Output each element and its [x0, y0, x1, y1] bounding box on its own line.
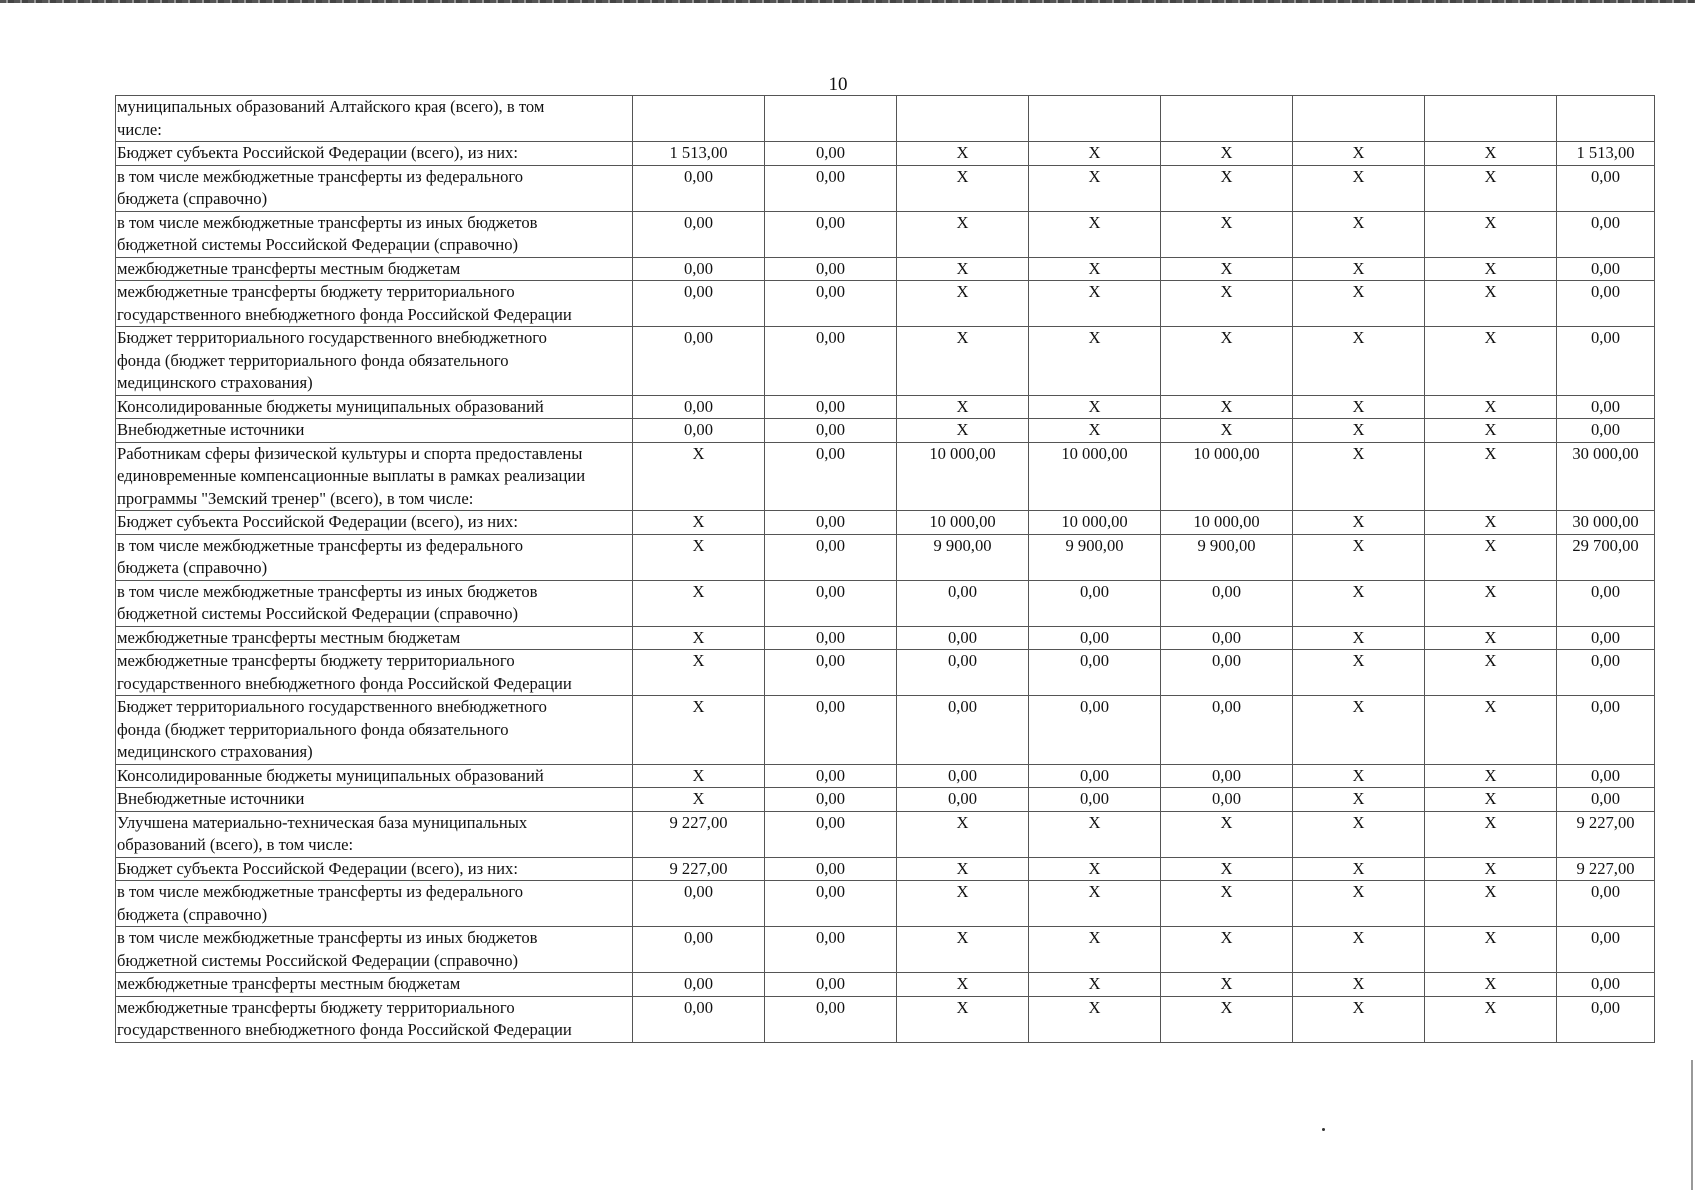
- value-cell: X: [1425, 811, 1557, 857]
- row-label-cell: [116, 211, 633, 257]
- value-cell: 10 000,00: [1161, 442, 1293, 511]
- value-cell: 0,00: [765, 211, 897, 257]
- row-label-line: Внебюджетные источники: [117, 789, 305, 808]
- row-label-line: межбюджетные трансферты местным бюджетам: [117, 974, 461, 993]
- table-row: [116, 211, 1655, 257]
- value-cell: 0,00: [765, 442, 897, 511]
- value-cell: 0,00: [1029, 650, 1161, 696]
- row-label-cell: [116, 857, 633, 881]
- value-cell: X: [633, 764, 765, 788]
- value-cell: 0,00: [897, 626, 1029, 650]
- value-cell: 0,00: [765, 257, 897, 281]
- value-cell: 0,00: [765, 811, 897, 857]
- value-cell: X: [1293, 165, 1425, 211]
- value-cell: X: [1293, 996, 1425, 1042]
- value-cell: 0,00: [633, 281, 765, 327]
- value-cell: X: [897, 881, 1029, 927]
- table-row: [116, 696, 1655, 765]
- row-label-cell: [116, 142, 633, 166]
- value-cell: 1 513,00: [1557, 142, 1655, 166]
- value-cell: 0,00: [765, 927, 897, 973]
- value-cell: 0,00: [633, 327, 765, 396]
- row-label-line: Работникам сферы физической культуры и спорта предоставлены: [117, 443, 583, 463]
- value-cell: 0,00: [897, 696, 1029, 765]
- value-cell: 0,00: [1161, 788, 1293, 812]
- value-cell: [765, 96, 897, 142]
- value-cell: 10 000,00: [1161, 511, 1293, 535]
- value-cell: 0,00: [765, 696, 897, 765]
- row-label-line: государственного внебюджетного фонда Российской Федерации: [117, 1020, 572, 1039]
- value-cell: X: [897, 996, 1029, 1042]
- value-cell: 0,00: [765, 788, 897, 812]
- value-cell: 0,00: [1557, 996, 1655, 1042]
- table-row: [116, 442, 1655, 511]
- value-cell: X: [1425, 788, 1557, 812]
- row-label-cell: [116, 442, 633, 511]
- value-cell: X: [1293, 442, 1425, 511]
- value-cell: 1 513,00: [633, 142, 765, 166]
- value-cell: X: [1425, 764, 1557, 788]
- table-row: [116, 650, 1655, 696]
- value-cell: X: [1161, 395, 1293, 419]
- value-cell: 0,00: [765, 764, 897, 788]
- value-cell: 0,00: [897, 580, 1029, 626]
- value-cell: X: [633, 696, 765, 765]
- value-cell: X: [1029, 257, 1161, 281]
- row-label-line: в том числе межбюджетные трансферты из федерального: [117, 535, 524, 555]
- value-cell: 0,00: [897, 764, 1029, 788]
- value-cell: X: [1293, 281, 1425, 327]
- value-cell: 0,00: [1557, 973, 1655, 997]
- value-cell: 0,00: [1557, 281, 1655, 327]
- row-label-cell: [116, 327, 633, 396]
- value-cell: X: [1029, 857, 1161, 881]
- value-cell: X: [1425, 419, 1557, 443]
- value-cell: X: [1029, 419, 1161, 443]
- scan-speck: [1322, 1128, 1325, 1131]
- value-cell: X: [1029, 881, 1161, 927]
- table-row: [116, 580, 1655, 626]
- value-cell: X: [897, 257, 1029, 281]
- value-cell: X: [633, 442, 765, 511]
- value-cell: X: [1425, 881, 1557, 927]
- table-row: [116, 927, 1655, 973]
- value-cell: X: [1425, 996, 1557, 1042]
- value-cell: 0,00: [765, 973, 897, 997]
- value-cell: 0,00: [1029, 626, 1161, 650]
- value-cell: X: [1293, 327, 1425, 396]
- value-cell: 0,00: [765, 857, 897, 881]
- table-row: [116, 973, 1655, 997]
- value-cell: X: [1293, 142, 1425, 166]
- row-label-line: медицинского страхования): [117, 373, 313, 392]
- table-row: [116, 996, 1655, 1042]
- budget-table: [115, 95, 1655, 1043]
- value-cell: [1425, 96, 1557, 142]
- value-cell: X: [1293, 511, 1425, 535]
- row-label-line: бюджетной системы Российской Федерации (справочно): [117, 235, 519, 254]
- row-label-line: бюджета (справочно): [117, 558, 268, 577]
- value-cell: X: [1161, 165, 1293, 211]
- value-cell: X: [1161, 973, 1293, 997]
- table-row: [116, 419, 1655, 443]
- row-label-line: Бюджет территориального государственного внебюджетного: [117, 328, 547, 347]
- table-row: [116, 881, 1655, 927]
- row-label-line: единовременные компенсационные выплаты в рамках реализации: [117, 466, 586, 485]
- value-cell: X: [897, 395, 1029, 419]
- value-cell: X: [1425, 211, 1557, 257]
- row-label-line: межбюджетные трансферты бюджету территориального: [117, 997, 515, 1017]
- table-row: [116, 534, 1655, 580]
- table-row: [116, 165, 1655, 211]
- value-cell: X: [897, 142, 1029, 166]
- value-cell: 0,00: [1557, 211, 1655, 257]
- value-cell: X: [1425, 142, 1557, 166]
- value-cell: [1029, 96, 1161, 142]
- value-cell: 0,00: [1161, 650, 1293, 696]
- value-cell: X: [633, 788, 765, 812]
- page-number: 10: [828, 74, 848, 95]
- value-cell: X: [1293, 580, 1425, 626]
- table-row: [116, 511, 1655, 535]
- value-cell: X: [1425, 580, 1557, 626]
- row-label-line: образований (всего), в том числе:: [117, 835, 354, 854]
- value-cell: X: [1161, 327, 1293, 396]
- row-label-cell: [116, 927, 633, 973]
- value-cell: X: [1029, 927, 1161, 973]
- value-cell: 10 000,00: [897, 442, 1029, 511]
- table-row: [116, 857, 1655, 881]
- value-cell: 0,00: [765, 580, 897, 626]
- value-cell: X: [897, 973, 1029, 997]
- value-cell: X: [1293, 650, 1425, 696]
- value-cell: 0,00: [633, 165, 765, 211]
- value-cell: 0,00: [1557, 696, 1655, 765]
- value-cell: X: [1425, 442, 1557, 511]
- row-label-line: числе:: [117, 119, 162, 139]
- value-cell: 0,00: [765, 395, 897, 419]
- value-cell: 9 900,00: [1029, 534, 1161, 580]
- value-cell: 10 000,00: [1029, 511, 1161, 535]
- row-label-line: бюджетной системы Российской Федерации (справочно): [117, 950, 519, 970]
- row-label-line: бюджетной системы Российской Федерации (справочно): [117, 604, 519, 623]
- value-cell: 0,00: [765, 534, 897, 580]
- value-cell: X: [1029, 327, 1161, 396]
- value-cell: 0,00: [1161, 764, 1293, 788]
- row-label-cell: [116, 165, 633, 211]
- value-cell: 0,00: [633, 257, 765, 281]
- row-label-line: межбюджетные трансферты бюджету территориального: [117, 282, 515, 301]
- row-label-line: государственного внебюджетного фонда Российской Федерации: [117, 304, 572, 324]
- value-cell: 10 000,00: [1029, 442, 1161, 511]
- value-cell: X: [1029, 211, 1161, 257]
- value-cell: X: [1425, 257, 1557, 281]
- value-cell: 0,00: [897, 788, 1029, 812]
- row-label-cell: [116, 650, 633, 696]
- value-cell: X: [1425, 534, 1557, 580]
- value-cell: X: [1161, 881, 1293, 927]
- value-cell: [1557, 96, 1655, 142]
- value-cell: 0,00: [1557, 257, 1655, 281]
- value-cell: 0,00: [1557, 419, 1655, 443]
- value-cell: 30 000,00: [1557, 442, 1655, 511]
- row-label-line: Бюджет субъекта Российской Федерации (всего), из них:: [117, 858, 518, 878]
- row-label-cell: [116, 788, 633, 812]
- value-cell: X: [1293, 395, 1425, 419]
- row-label-line: Внебюджетные источники: [117, 420, 305, 439]
- value-cell: X: [1293, 973, 1425, 997]
- value-cell: 0,00: [765, 626, 897, 650]
- value-cell: X: [897, 811, 1029, 857]
- value-cell: X: [897, 419, 1029, 443]
- value-cell: X: [1293, 696, 1425, 765]
- value-cell: 0,00: [1557, 395, 1655, 419]
- value-cell: X: [1425, 511, 1557, 535]
- value-cell: X: [1029, 811, 1161, 857]
- value-cell: X: [1029, 281, 1161, 327]
- value-cell: 9 227,00: [1557, 857, 1655, 881]
- value-cell: 9 900,00: [1161, 534, 1293, 580]
- value-cell: X: [1029, 395, 1161, 419]
- value-cell: [1161, 96, 1293, 142]
- value-cell: X: [1425, 927, 1557, 973]
- value-cell: X: [1161, 927, 1293, 973]
- value-cell: 30 000,00: [1557, 511, 1655, 535]
- row-label-line: муниципальных образований Алтайского края (всего), в том: [117, 97, 545, 116]
- value-cell: X: [1029, 165, 1161, 211]
- value-cell: 0,00: [1557, 650, 1655, 696]
- table-row: [116, 257, 1655, 281]
- value-cell: 10 000,00: [897, 511, 1029, 535]
- row-label-line: межбюджетные трансферты местным бюджетам: [117, 258, 461, 278]
- value-cell: X: [1161, 211, 1293, 257]
- value-cell: X: [633, 626, 765, 650]
- value-cell: 0,00: [1557, 580, 1655, 626]
- value-cell: X: [1425, 395, 1557, 419]
- value-cell: X: [1029, 142, 1161, 166]
- value-cell: 0,00: [765, 650, 897, 696]
- value-cell: 0,00: [633, 973, 765, 997]
- value-cell: 0,00: [765, 281, 897, 327]
- row-label-cell: [116, 626, 633, 650]
- value-cell: 9 227,00: [633, 811, 765, 857]
- row-label-line: Бюджет территориального государственного внебюджетного: [117, 697, 547, 716]
- value-cell: 0,00: [1029, 696, 1161, 765]
- scan-edge-right: [1691, 1060, 1693, 1190]
- table-row: [116, 142, 1655, 166]
- row-label-line: межбюджетные трансферты местным бюджетам: [117, 627, 461, 647]
- value-cell: X: [1425, 327, 1557, 396]
- value-cell: X: [1293, 257, 1425, 281]
- row-label-cell: [116, 257, 633, 281]
- value-cell: 0,00: [1161, 696, 1293, 765]
- row-label-cell: [116, 881, 633, 927]
- row-label-line: Бюджет субъекта Российской Федерации (всего), из них:: [117, 512, 518, 531]
- table-row: [116, 281, 1655, 327]
- row-label-line: Бюджет субъекта Российской Федерации (всего), из них:: [117, 143, 518, 162]
- value-cell: X: [1425, 857, 1557, 881]
- row-label-line: бюджета (справочно): [117, 189, 268, 208]
- row-label-cell: [116, 395, 633, 419]
- value-cell: 0,00: [765, 165, 897, 211]
- value-cell: X: [1029, 973, 1161, 997]
- row-label-line: Улучшена материально-техническая база муниципальных: [117, 812, 528, 832]
- value-cell: X: [897, 927, 1029, 973]
- row-label-line: в том числе межбюджетные трансферты из иных бюджетов: [117, 928, 538, 947]
- value-cell: X: [1425, 650, 1557, 696]
- value-cell: X: [1425, 626, 1557, 650]
- value-cell: X: [1293, 811, 1425, 857]
- row-label-cell: [116, 973, 633, 997]
- value-cell: 0,00: [633, 419, 765, 443]
- value-cell: 0,00: [765, 996, 897, 1042]
- value-cell: 9 900,00: [897, 534, 1029, 580]
- value-cell: [633, 96, 765, 142]
- row-label-line: программы "Земский тренер" (всего), в том числе:: [117, 488, 474, 508]
- row-label-cell: [116, 419, 633, 443]
- value-cell: 0,00: [1029, 580, 1161, 626]
- row-label-line: медицинского страхования): [117, 742, 313, 761]
- table-row: [116, 811, 1655, 857]
- value-cell: 9 227,00: [1557, 811, 1655, 857]
- row-label-line: Консолидированные бюджеты муниципальных образований: [117, 396, 544, 416]
- row-label-line: фонда (бюджет территориального фонда обязательного: [117, 350, 509, 370]
- value-cell: 0,00: [1029, 764, 1161, 788]
- row-label-cell: [116, 534, 633, 580]
- row-label-line: в том числе межбюджетные трансферты из иных бюджетов: [117, 212, 538, 232]
- row-label-cell: [116, 764, 633, 788]
- value-cell: X: [1293, 211, 1425, 257]
- value-cell: 0,00: [633, 211, 765, 257]
- row-label-line: бюджета (справочно): [117, 904, 268, 924]
- value-cell: 0,00: [765, 881, 897, 927]
- value-cell: X: [1029, 996, 1161, 1042]
- value-cell: 0,00: [1557, 327, 1655, 396]
- value-cell: X: [1425, 696, 1557, 765]
- value-cell: X: [1293, 927, 1425, 973]
- row-label-cell: [116, 281, 633, 327]
- row-label-line: в том числе межбюджетные трансферты из федерального: [117, 166, 524, 186]
- row-label-line: в том числе межбюджетные трансферты из иных бюджетов: [117, 581, 538, 601]
- value-cell: 29 700,00: [1557, 534, 1655, 580]
- value-cell: X: [1161, 419, 1293, 443]
- value-cell: X: [1425, 281, 1557, 327]
- table-row: [116, 788, 1655, 812]
- value-cell: 0,00: [1029, 788, 1161, 812]
- value-cell: 0,00: [1161, 626, 1293, 650]
- value-cell: X: [1293, 534, 1425, 580]
- value-cell: X: [1293, 881, 1425, 927]
- row-label-line: в том числе межбюджетные трансферты из федерального: [117, 882, 524, 901]
- value-cell: X: [897, 165, 1029, 211]
- value-cell: X: [633, 534, 765, 580]
- value-cell: 0,00: [1557, 927, 1655, 973]
- table-row: [116, 327, 1655, 396]
- row-label-line: государственного внебюджетного фонда Российской Федерации: [117, 673, 572, 693]
- value-cell: 0,00: [633, 996, 765, 1042]
- value-cell: X: [1161, 811, 1293, 857]
- value-cell: X: [1293, 857, 1425, 881]
- value-cell: X: [633, 650, 765, 696]
- value-cell: 0,00: [633, 881, 765, 927]
- row-label-line: фонда (бюджет территориального фонда обязательного: [117, 719, 509, 739]
- value-cell: 0,00: [1557, 165, 1655, 211]
- value-cell: 0,00: [765, 142, 897, 166]
- value-cell: 0,00: [633, 927, 765, 973]
- value-cell: 0,00: [633, 395, 765, 419]
- value-cell: 9 227,00: [633, 857, 765, 881]
- value-cell: X: [1425, 165, 1557, 211]
- row-label-cell: [116, 96, 633, 142]
- row-label-cell: [116, 811, 633, 857]
- value-cell: X: [1161, 996, 1293, 1042]
- value-cell: X: [1161, 281, 1293, 327]
- value-cell: 0,00: [765, 511, 897, 535]
- value-cell: X: [633, 511, 765, 535]
- row-label-cell: [116, 511, 633, 535]
- value-cell: 0,00: [765, 327, 897, 396]
- value-cell: [1293, 96, 1425, 142]
- table-row: [116, 626, 1655, 650]
- value-cell: 0,00: [1161, 580, 1293, 626]
- table-row: [116, 395, 1655, 419]
- value-cell: [897, 96, 1029, 142]
- value-cell: 0,00: [765, 419, 897, 443]
- value-cell: X: [897, 857, 1029, 881]
- value-cell: X: [633, 580, 765, 626]
- value-cell: X: [1293, 788, 1425, 812]
- value-cell: X: [1425, 973, 1557, 997]
- row-label-cell: [116, 996, 633, 1042]
- row-label-cell: [116, 696, 633, 765]
- value-cell: X: [1293, 419, 1425, 443]
- value-cell: X: [1293, 764, 1425, 788]
- value-cell: 0,00: [1557, 881, 1655, 927]
- value-cell: X: [897, 211, 1029, 257]
- value-cell: X: [1293, 626, 1425, 650]
- row-label-line: межбюджетные трансферты бюджету территориального: [117, 651, 515, 670]
- value-cell: X: [897, 281, 1029, 327]
- table-row: [116, 96, 1655, 142]
- value-cell: X: [897, 327, 1029, 396]
- value-cell: X: [1161, 142, 1293, 166]
- value-cell: 0,00: [897, 650, 1029, 696]
- value-cell: 0,00: [1557, 626, 1655, 650]
- value-cell: 0,00: [1557, 788, 1655, 812]
- scan-edge-top: [0, 0, 1695, 3]
- row-label-line: Консолидированные бюджеты муниципальных образований: [117, 765, 544, 785]
- value-cell: X: [1161, 857, 1293, 881]
- value-cell: 0,00: [1557, 764, 1655, 788]
- row-label-cell: [116, 580, 633, 626]
- value-cell: X: [1161, 257, 1293, 281]
- table-row: [116, 764, 1655, 788]
- budget-table-body: [116, 96, 1655, 1043]
